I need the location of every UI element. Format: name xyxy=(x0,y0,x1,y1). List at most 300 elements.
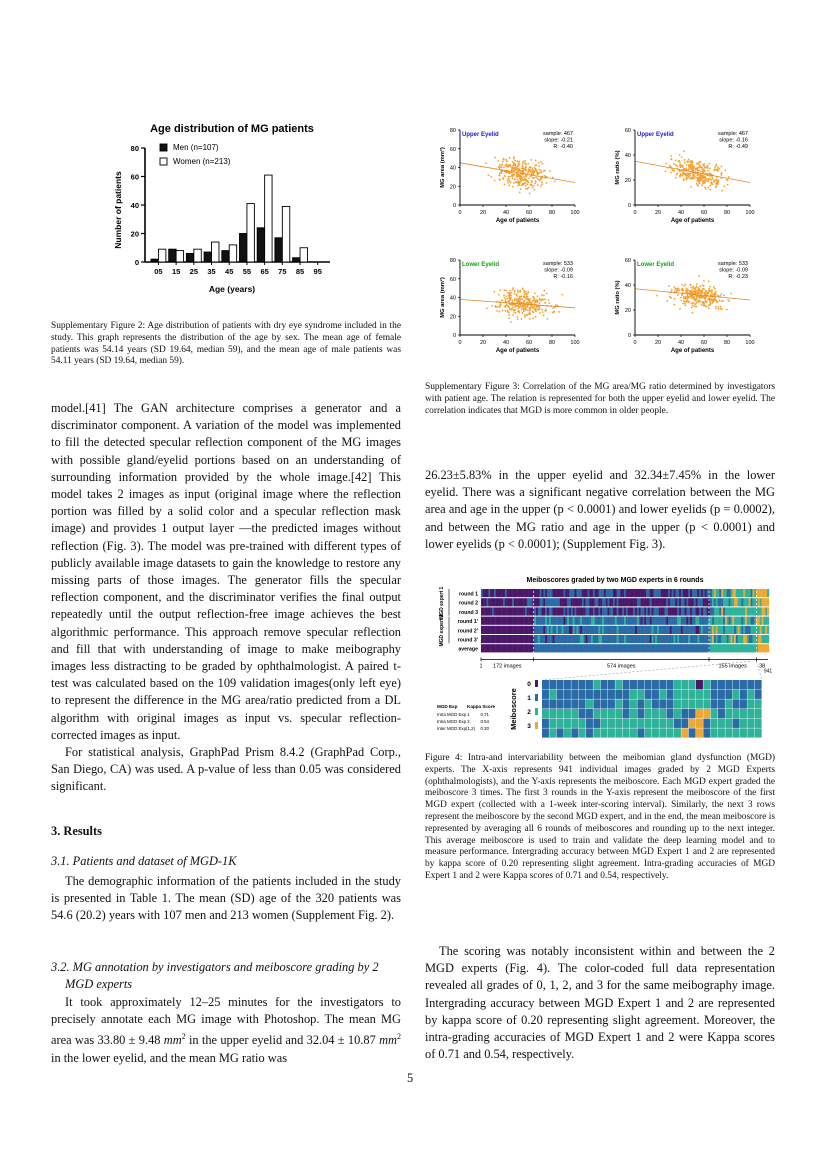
heatmap-cell xyxy=(747,635,749,643)
heatmap-cell xyxy=(635,635,637,643)
scatter-point xyxy=(693,296,695,298)
heatmap-cell xyxy=(542,607,544,615)
scatter-point xyxy=(486,307,488,309)
scatter-point xyxy=(678,160,680,162)
heatmap-cell xyxy=(675,607,677,615)
scatter-point xyxy=(538,309,540,311)
heatmap-cell xyxy=(685,598,687,606)
scatter-point xyxy=(670,172,672,174)
scatter-point xyxy=(544,302,546,304)
heatmap-cell xyxy=(747,617,749,625)
zoom-cell xyxy=(564,719,571,728)
heatmap-cell xyxy=(507,598,509,606)
heatmap-cell xyxy=(714,598,716,606)
bar-women xyxy=(282,206,289,262)
scatter-point xyxy=(533,189,535,191)
scatter-point xyxy=(697,293,699,295)
heatmap-cell xyxy=(606,598,608,606)
stat-label: slope: -0.21 xyxy=(544,137,573,144)
heatmap-cell xyxy=(509,589,511,597)
heatmap-cell xyxy=(718,644,720,652)
heatmap-cell xyxy=(699,589,701,597)
zoom-cell xyxy=(696,709,703,718)
x-end-label: 941 xyxy=(763,668,773,675)
zoom-cell xyxy=(623,690,630,699)
heatmap-cell xyxy=(512,635,514,643)
scatter-point xyxy=(711,183,713,185)
heatmap-cell xyxy=(701,626,703,634)
heatmap-cell xyxy=(692,589,694,597)
scatter-point xyxy=(720,308,722,310)
zoom-cell xyxy=(667,680,674,689)
heatmap-cell xyxy=(697,635,699,643)
heatmap-cell xyxy=(767,635,769,643)
heatmap-cell xyxy=(637,644,639,652)
scatter-point xyxy=(514,160,516,162)
heatmap-cell xyxy=(701,607,703,615)
heatmap-cell xyxy=(697,598,699,606)
heatmap-cell xyxy=(758,644,760,652)
heatmap-cell xyxy=(628,617,630,625)
heatmap-cell xyxy=(696,626,698,634)
scatter-point xyxy=(679,162,681,164)
scatter-point xyxy=(507,166,509,168)
heatmap-grid xyxy=(481,589,769,652)
heatmap-cell xyxy=(575,598,577,606)
row-label: round 1' xyxy=(457,619,478,626)
heatmap-cell xyxy=(642,589,644,597)
zoom-cell xyxy=(579,719,586,728)
scatter-point xyxy=(708,281,710,283)
heatmap-cell xyxy=(573,607,575,615)
heatmap-cell xyxy=(723,617,725,625)
heatmap-cell xyxy=(690,598,692,606)
heatmap-cell xyxy=(507,589,509,597)
scatter-point xyxy=(676,288,678,290)
heatmap-cell xyxy=(604,607,606,615)
zoom-cell xyxy=(564,709,571,718)
heatmap-cell xyxy=(683,617,685,625)
heatmap-cell xyxy=(527,598,529,606)
heatmap-cell xyxy=(490,607,492,615)
x-tick-label: 75 xyxy=(278,267,287,276)
heatmap-cell xyxy=(721,598,723,606)
heatmap-cell xyxy=(674,598,676,606)
zoom-cell xyxy=(725,719,732,728)
heatmap-cell xyxy=(578,607,580,615)
heatmap-cell xyxy=(701,617,703,625)
heatmap-cell xyxy=(703,635,705,643)
heatmap-cell xyxy=(505,626,507,634)
stat-label: R: -0.16 xyxy=(553,274,573,280)
heatmap-cell xyxy=(488,626,490,634)
heatmap-cell xyxy=(512,617,514,625)
heatmap-cell xyxy=(674,617,676,625)
heatmap-cell xyxy=(628,607,630,615)
heatmap-cell xyxy=(699,598,701,606)
scatter-point xyxy=(707,167,709,169)
y-axis-label: MG ratio (%) xyxy=(615,280,621,315)
heatmap-cell xyxy=(694,635,696,643)
heatmap-cell xyxy=(745,635,747,643)
heatmap-cell xyxy=(663,607,665,615)
scatter-point xyxy=(508,314,510,316)
scatter-points xyxy=(665,150,730,191)
heatmap-cell xyxy=(729,598,731,606)
scatter-point xyxy=(519,296,521,298)
zoom-cell xyxy=(667,719,674,728)
scatter-point xyxy=(727,299,729,301)
scatter-point xyxy=(499,172,501,174)
heatmap-cell xyxy=(690,644,692,652)
scatter-point xyxy=(703,303,705,305)
heatmap-cell xyxy=(714,635,716,643)
scatter-point xyxy=(683,159,685,161)
heatmap-cell xyxy=(531,644,533,652)
heatmap-cell xyxy=(534,589,536,597)
scatter-point xyxy=(527,300,529,302)
heatmap-cell xyxy=(593,607,595,615)
heatmap-cell xyxy=(611,626,613,634)
heatmap-cell xyxy=(571,607,573,615)
heatmap-cell xyxy=(617,617,619,625)
heatmap-cell xyxy=(663,635,665,643)
scatter-point xyxy=(515,167,517,169)
heatmap-cell xyxy=(542,589,544,597)
heatmap-cell xyxy=(666,589,668,597)
zoom-cell xyxy=(593,699,600,708)
scatter-point xyxy=(701,184,703,186)
heatmap-cell xyxy=(619,635,621,643)
heatmap-cell xyxy=(520,635,522,643)
scatter-point xyxy=(536,295,538,297)
heatmap-cell xyxy=(694,626,696,634)
scatter-point xyxy=(692,167,694,169)
zoom-level-swatch xyxy=(535,708,538,715)
heatmap-cell xyxy=(679,635,681,643)
heatmap-cell xyxy=(609,644,611,652)
scatter-point xyxy=(504,175,506,177)
row-label: average xyxy=(458,646,478,653)
scatter-point xyxy=(694,300,696,302)
heatmap-cell xyxy=(758,607,760,615)
scatter-point xyxy=(505,295,507,297)
stat-label: sample: 467 xyxy=(543,131,573,137)
zoom-cell xyxy=(703,728,710,737)
heatmap-cell xyxy=(503,598,505,606)
heatmap-cell xyxy=(582,598,584,606)
heatmap-cell xyxy=(646,607,648,615)
heatmap-cell xyxy=(716,598,718,606)
heatmap-cell xyxy=(609,598,611,606)
heatmap-cell xyxy=(536,635,538,643)
heatmap-cell xyxy=(620,617,622,625)
scatter-point xyxy=(530,169,532,171)
heatmap-cell xyxy=(602,626,604,634)
scatter-point xyxy=(690,283,692,285)
heatmap-cell xyxy=(714,644,716,652)
heatmap-cell xyxy=(668,626,670,634)
zoom-cell xyxy=(659,728,666,737)
heatmap-cell xyxy=(608,617,610,625)
scatter-point xyxy=(504,310,506,312)
scatter-point xyxy=(718,168,720,170)
heatmap-cell xyxy=(763,589,765,597)
scatter-point xyxy=(507,292,509,294)
heatmap-cell xyxy=(492,589,494,597)
heatmap-cell xyxy=(499,626,501,634)
scatter-point xyxy=(694,176,696,178)
heatmap-cell xyxy=(641,598,643,606)
x-tick-label: 80 xyxy=(723,210,731,216)
zoom-cell xyxy=(637,690,644,699)
heatmap-cell xyxy=(646,617,648,625)
heatmap-cell xyxy=(729,626,731,634)
segment-label: 155 images xyxy=(718,663,747,670)
heatmap-cell xyxy=(639,607,641,615)
page-number: 5 xyxy=(407,1071,414,1085)
heatmap-cell xyxy=(743,589,745,597)
heatmap-cell xyxy=(496,598,498,606)
heatmap-cell xyxy=(509,598,511,606)
scatter-point xyxy=(517,291,519,293)
heatmap-cell xyxy=(703,598,705,606)
scatter-point xyxy=(504,184,506,186)
heatmap-cell xyxy=(587,607,589,615)
heatmap-cell xyxy=(751,644,753,652)
heatmap-cell xyxy=(613,644,615,652)
scatter-point xyxy=(491,305,493,307)
heatmap-cell xyxy=(564,607,566,615)
heatmap-cell xyxy=(512,607,514,615)
heatmap-cell xyxy=(626,607,628,615)
heatmap-cell xyxy=(505,589,507,597)
heatmap-cell xyxy=(681,635,683,643)
scatter-point xyxy=(509,299,511,301)
heatmap-cell xyxy=(554,617,556,625)
heatmap-cell xyxy=(525,626,527,634)
heatmap-cell xyxy=(556,598,558,606)
heatmap-cell xyxy=(765,598,767,606)
scatter-point xyxy=(527,172,529,174)
heatmap-cell xyxy=(644,617,646,625)
zoom-cell xyxy=(740,699,747,708)
scatter-point xyxy=(522,161,524,163)
scatter-point xyxy=(507,305,509,307)
heatmap-cell xyxy=(547,589,549,597)
heatmap-cell xyxy=(494,607,496,615)
scatter-point xyxy=(518,181,520,183)
heatmap-cell xyxy=(499,598,501,606)
heatmap-cell xyxy=(685,626,687,634)
heatmap-cell xyxy=(576,598,578,606)
heatmap-cell xyxy=(630,598,632,606)
row-label: round 2 xyxy=(458,600,478,607)
heatmap-cell xyxy=(716,607,718,615)
heatmap-cell xyxy=(738,589,740,597)
heatmap-cell xyxy=(571,617,573,625)
heatmap-cell xyxy=(642,635,644,643)
heatmap-cell xyxy=(510,598,512,606)
heatmap-cell xyxy=(716,626,718,634)
scatter-point xyxy=(514,178,516,180)
subsection-heading-annotation: 3.2. MG annotation by investigators and meiboscore grading by 2 MGD experts xyxy=(51,960,379,992)
zoom-axis-label: Meiboscore xyxy=(509,688,518,730)
scatter-point xyxy=(554,180,556,182)
kappa-row-label: Intra MGD Exp 2 xyxy=(437,719,470,724)
heatmap-cell xyxy=(670,598,672,606)
scatter-point xyxy=(523,310,525,312)
heatmap-cell xyxy=(553,644,555,652)
scatter-panel xyxy=(439,258,580,354)
scatter-point xyxy=(702,171,704,173)
heatmap-cell xyxy=(498,607,500,615)
scatter-point xyxy=(714,166,716,168)
heatmap-cell xyxy=(606,626,608,634)
bar-men xyxy=(186,253,193,262)
zoom-cell xyxy=(645,709,652,718)
scatter-point xyxy=(519,170,521,172)
heatmap-cell xyxy=(611,598,613,606)
scatter-point xyxy=(516,295,518,297)
heatmap-cell xyxy=(481,644,483,652)
scatter-point xyxy=(520,305,522,307)
heatmap-cell xyxy=(600,598,602,606)
heatmap-cell xyxy=(509,617,511,625)
heatmap-cell xyxy=(492,617,494,625)
zoom-cell xyxy=(652,719,659,728)
zoom-cell xyxy=(586,680,593,689)
heatmap-cell xyxy=(490,589,492,597)
scatter-point xyxy=(512,314,514,316)
heatmap-cell xyxy=(604,644,606,652)
scatter-point xyxy=(690,164,692,166)
zoom-cell xyxy=(571,680,578,689)
row-label: round 1 xyxy=(458,591,478,598)
heatmap-cell xyxy=(679,589,681,597)
heatmap-cell xyxy=(543,626,545,634)
scatter-point xyxy=(674,290,676,292)
scatter-point xyxy=(694,305,696,307)
zoom-cell xyxy=(747,699,754,708)
scatter-point xyxy=(704,181,706,183)
x-start-label: 1 xyxy=(479,663,483,670)
heatmap-cell xyxy=(681,607,683,615)
heatmap-cell xyxy=(723,589,725,597)
scatter-point xyxy=(696,295,698,297)
scatter-point xyxy=(698,169,700,171)
heatmap-cell xyxy=(553,635,555,643)
heatmap-cell xyxy=(487,635,489,643)
heatmap-cell xyxy=(730,589,732,597)
heatmap-cell xyxy=(602,589,604,597)
heatmap-cell xyxy=(540,589,542,597)
heatmap-cell xyxy=(699,607,701,615)
zoom-cell xyxy=(740,690,747,699)
heatmap-cell xyxy=(639,598,641,606)
zoom-cell xyxy=(608,680,615,689)
heatmap-cell xyxy=(703,607,705,615)
zoom-cell xyxy=(733,680,740,689)
heatmap-cell xyxy=(589,598,591,606)
heatmap-cell xyxy=(516,644,518,652)
heatmap-cell xyxy=(727,626,729,634)
heatmap-cell xyxy=(573,626,575,634)
heatmap-cell xyxy=(686,626,688,634)
heatmap-cell xyxy=(487,589,489,597)
scatter-point xyxy=(539,169,541,171)
heatmap-cell xyxy=(576,617,578,625)
heatmap-cell xyxy=(606,644,608,652)
heatmap-cell xyxy=(523,644,525,652)
heatmap-cell xyxy=(730,626,732,634)
scatter-point xyxy=(532,187,534,189)
heatmap-cell xyxy=(648,607,650,615)
heatmap-cell xyxy=(723,635,725,643)
zoom-cell xyxy=(557,690,564,699)
x-tick-label: 85 xyxy=(295,267,305,276)
heatmap-cell xyxy=(661,617,663,625)
heatmap-cell xyxy=(655,635,657,643)
heatmap-cell xyxy=(582,626,584,634)
heatmap-cell xyxy=(652,607,654,615)
heatmap-cell xyxy=(641,635,643,643)
heatmap-cell xyxy=(598,617,600,625)
heatmap-cell xyxy=(653,617,655,625)
heatmap-cell xyxy=(752,617,754,625)
zoom-cell xyxy=(711,680,718,689)
heatmap-cell xyxy=(672,626,674,634)
heatmap-cell xyxy=(567,598,569,606)
zoom-cell xyxy=(564,699,571,708)
heatmap-cell xyxy=(617,607,619,615)
scatter-point xyxy=(503,294,505,296)
scatter-point xyxy=(534,292,536,294)
heatmap-cell xyxy=(591,598,593,606)
heatmap-cell xyxy=(573,617,575,625)
zoom-cell xyxy=(696,690,703,699)
heatmap-cell xyxy=(650,626,652,634)
scatter-point xyxy=(497,160,499,162)
scatter-point xyxy=(543,295,545,297)
heatmap-cell xyxy=(549,617,551,625)
heatmap-cell xyxy=(719,607,721,615)
heatmap-cell xyxy=(685,589,687,597)
zoom-cell xyxy=(681,699,688,708)
heatmap-cell xyxy=(666,644,668,652)
heatmap-cell xyxy=(503,607,505,615)
zoom-cell xyxy=(740,728,747,737)
heatmap-cell xyxy=(496,589,498,597)
heatmap-cell xyxy=(534,644,536,652)
heatmap-cell xyxy=(714,617,716,625)
scatter-point xyxy=(709,286,711,288)
row-label: round 2' xyxy=(457,628,478,635)
heatmap-cell xyxy=(593,589,595,597)
heatmap-cell xyxy=(492,644,494,652)
heatmap-cell xyxy=(664,635,666,643)
heatmap-cell xyxy=(749,598,751,606)
bar-women xyxy=(300,248,307,262)
y-tick-label: 40 xyxy=(624,153,631,159)
heatmap-cell xyxy=(525,617,527,625)
zoom-level-swatch xyxy=(535,722,538,729)
heatmap-cell xyxy=(752,635,754,643)
zoom-cell xyxy=(703,699,710,708)
heatmap-cell xyxy=(551,644,553,652)
heatmap-cell xyxy=(598,635,600,643)
scatter-point xyxy=(700,161,702,163)
